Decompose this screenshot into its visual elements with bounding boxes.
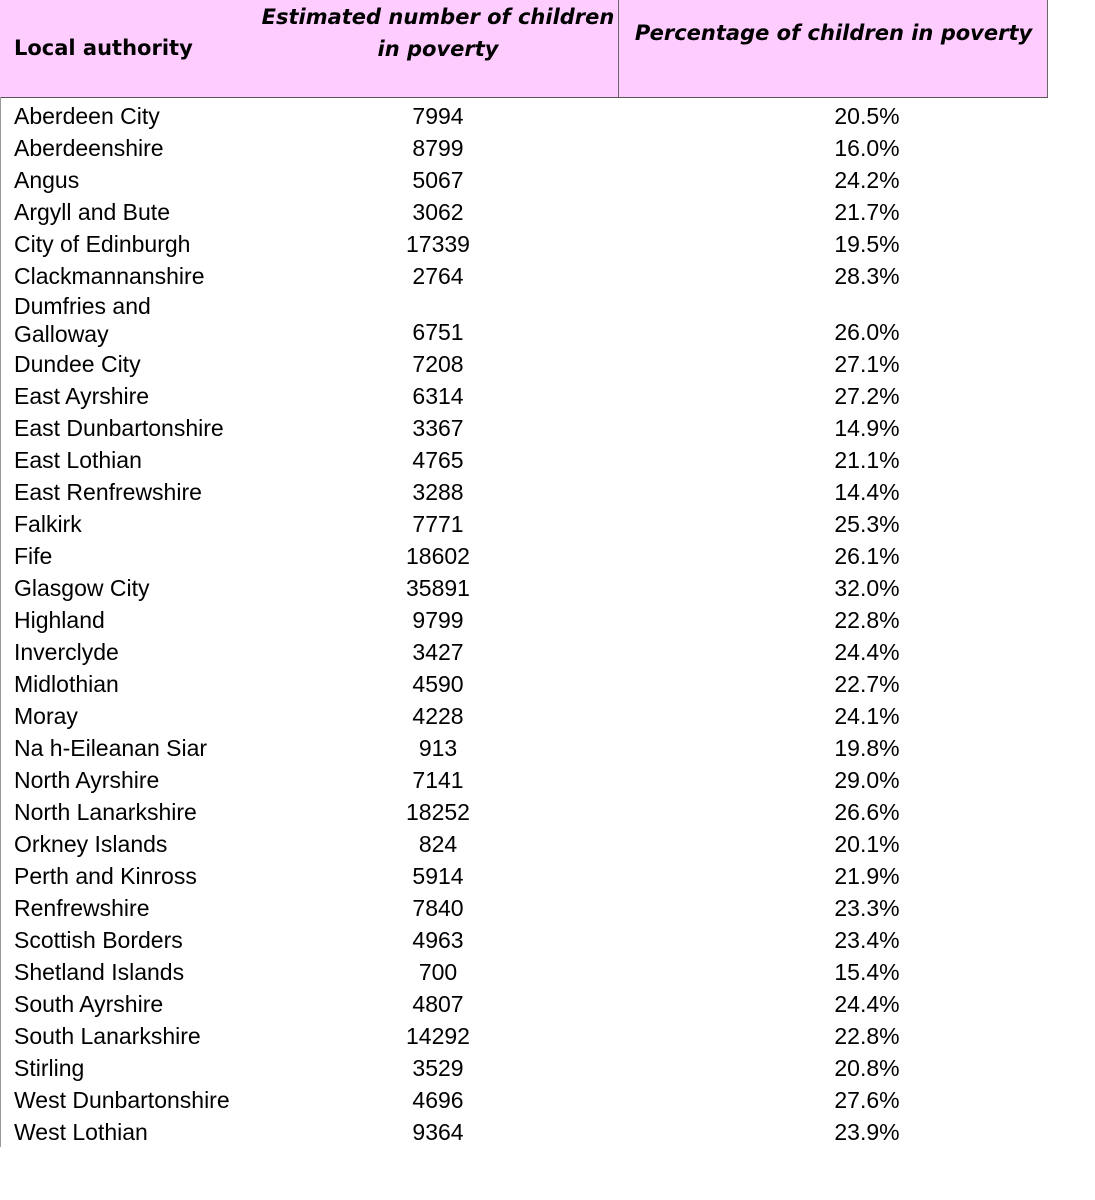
table-row xyxy=(0,860,1048,892)
table-row xyxy=(0,924,1048,956)
poverty-percentage: 24.4% xyxy=(834,991,900,1017)
authority-name: Clackmannanshire xyxy=(14,263,205,289)
table-row xyxy=(0,196,1048,228)
authority-name: Aberdeen City xyxy=(14,103,160,129)
authority-name: East Dunbartonshire xyxy=(14,415,224,441)
header-estimated-line2: in poverty xyxy=(377,37,499,61)
table-row xyxy=(0,476,1048,508)
poverty-percentage: 23.9% xyxy=(834,1119,900,1145)
table-row xyxy=(0,540,1048,572)
poverty-percentage: 24.4% xyxy=(834,639,900,665)
table-row xyxy=(0,132,1048,164)
table-row xyxy=(0,1084,1048,1116)
authority-name: City of Edinburgh xyxy=(14,231,191,257)
children-count: 9799 xyxy=(412,607,464,633)
table-row xyxy=(0,1116,1048,1148)
poverty-percentage: 23.4% xyxy=(834,927,900,953)
authority-name: North Lanarkshire xyxy=(14,799,197,825)
children-count: 824 xyxy=(418,831,458,857)
children-count: 3288 xyxy=(412,479,464,505)
header-divider xyxy=(618,0,619,97)
poverty-percentage: 21.9% xyxy=(834,863,900,889)
authority-name: Aberdeenshire xyxy=(14,135,164,161)
poverty-percentage: 15.4% xyxy=(834,959,900,985)
children-count: 9364 xyxy=(412,1119,464,1145)
table-row xyxy=(0,164,1048,196)
authority-name: South Ayrshire xyxy=(14,991,164,1017)
authority-name: Stirling xyxy=(14,1055,85,1081)
header-right-border xyxy=(1047,0,1048,97)
table-row xyxy=(0,508,1048,540)
authority-name: Na h-Eileanan Siar xyxy=(14,735,208,761)
table-row xyxy=(0,100,1048,132)
table-row xyxy=(0,1052,1048,1084)
table-row xyxy=(0,828,1048,860)
children-count: 14292 xyxy=(406,1023,470,1049)
poverty-percentage: 27.2% xyxy=(834,383,900,409)
table-row xyxy=(0,260,1048,292)
children-count: 18602 xyxy=(406,543,470,569)
authority-name: Moray xyxy=(14,703,78,729)
poverty-percentage: 19.5% xyxy=(834,231,900,257)
children-count: 4765 xyxy=(412,447,464,473)
authority-name: North Ayrshire xyxy=(14,767,160,793)
children-count: 6314 xyxy=(412,383,464,409)
authority-name: Shetland Islands xyxy=(14,959,185,985)
children-count: 913 xyxy=(418,735,458,761)
poverty-percentage: 24.1% xyxy=(834,703,900,729)
children-count: 7208 xyxy=(412,351,464,377)
authority-name: East Lothian xyxy=(14,447,142,473)
children-count: 5914 xyxy=(412,863,464,889)
header-local-authority: Local authority xyxy=(14,36,193,60)
table-row xyxy=(0,796,1048,828)
poverty-percentage: 21.1% xyxy=(834,447,900,473)
poverty-percentage: 26.6% xyxy=(834,799,900,825)
table-row xyxy=(0,764,1048,796)
children-count: 700 xyxy=(418,959,458,985)
poverty-percentage: 20.1% xyxy=(834,831,900,857)
poverty-percentage: 28.3% xyxy=(834,263,900,289)
table-row xyxy=(0,988,1048,1020)
children-count: 4696 xyxy=(412,1087,464,1113)
children-count: 17339 xyxy=(406,231,470,257)
table-body xyxy=(0,100,1048,1148)
poverty-percentage: 20.5% xyxy=(834,103,900,129)
table-row xyxy=(0,636,1048,668)
table-row xyxy=(0,892,1048,924)
header-estimated-children xyxy=(258,0,618,98)
children-count: 8799 xyxy=(412,135,464,161)
children-count: 3529 xyxy=(412,1055,464,1081)
header-estimated-line1: Estimated number of children xyxy=(261,5,615,29)
poverty-percentage: 20.8% xyxy=(834,1055,900,1081)
authority-name: Angus xyxy=(14,167,80,193)
authority-name: Midlothian xyxy=(14,671,119,697)
authority-name: Renfrewshire xyxy=(14,895,150,921)
children-count: 7141 xyxy=(412,767,464,793)
children-count: 7840 xyxy=(412,895,464,921)
authority-name: Dumfries and Galloway xyxy=(14,293,151,347)
table-row xyxy=(0,700,1048,732)
children-count: 18252 xyxy=(406,799,470,825)
poverty-percentage: 32.0% xyxy=(834,575,900,601)
table-row xyxy=(0,1020,1048,1052)
poverty-percentage: 22.8% xyxy=(834,1023,900,1049)
children-count: 4963 xyxy=(412,927,464,953)
poverty-percentage: 22.7% xyxy=(834,671,900,697)
authority-name: Argyll and Bute xyxy=(14,199,170,225)
children-count: 4228 xyxy=(412,703,464,729)
poverty-percentage: 26.1% xyxy=(834,543,900,569)
poverty-percentage: 25.3% xyxy=(834,511,900,537)
table-row xyxy=(0,412,1048,444)
table-row xyxy=(0,444,1048,476)
table-row xyxy=(0,380,1048,412)
table-row xyxy=(0,572,1048,604)
children-count: 5067 xyxy=(412,167,464,193)
poverty-percentage: 16.0% xyxy=(834,135,900,161)
table-row xyxy=(0,956,1048,988)
authority-name: Fife xyxy=(14,543,53,569)
poverty-percentage: 27.1% xyxy=(834,351,900,377)
children-count: 4807 xyxy=(412,991,464,1017)
authority-name: Highland xyxy=(14,607,105,633)
children-count: 6751 xyxy=(412,319,464,345)
children-count: 3367 xyxy=(412,415,464,441)
authority-name: Falkirk xyxy=(14,511,82,537)
children-count: 3427 xyxy=(412,639,464,665)
authority-name: Dundee City xyxy=(14,351,141,377)
authority-name: Perth and Kinross xyxy=(14,863,197,889)
children-count: 7994 xyxy=(412,103,464,129)
poverty-percentage: 22.8% xyxy=(834,607,900,633)
table-row xyxy=(0,228,1048,260)
table-row xyxy=(0,348,1048,380)
authority-name: Scottish Borders xyxy=(14,927,183,953)
children-count: 7771 xyxy=(412,511,464,537)
table-row xyxy=(0,668,1048,700)
header-percentage: Percentage of children in poverty xyxy=(634,21,1033,45)
authority-name: West Lothian xyxy=(14,1119,148,1145)
children-count: 4590 xyxy=(412,671,464,697)
poverty-percentage: 23.3% xyxy=(834,895,900,921)
authority-name: South Lanarkshire xyxy=(14,1023,201,1049)
table-row xyxy=(0,732,1048,764)
poverty-percentage: 24.2% xyxy=(834,167,900,193)
children-count: 2764 xyxy=(412,263,464,289)
table-row xyxy=(0,604,1048,636)
authority-name: Glasgow City xyxy=(14,575,150,601)
children-count: 3062 xyxy=(412,199,464,225)
table-header xyxy=(0,0,1048,98)
authority-name: East Renfrewshire xyxy=(14,479,202,505)
authority-name: West Dunbartonshire xyxy=(14,1087,230,1113)
poverty-percentage: 27.6% xyxy=(834,1087,900,1113)
children-count: 35891 xyxy=(406,575,470,601)
poverty-percentage: 14.9% xyxy=(834,415,900,441)
poverty-percentage: 19.8% xyxy=(834,735,900,761)
poverty-percentage: 14.4% xyxy=(834,479,900,505)
poverty-percentage: 21.7% xyxy=(834,199,900,225)
authority-name: East Ayrshire xyxy=(14,383,150,409)
authority-name: Inverclyde xyxy=(14,639,119,665)
table-row xyxy=(0,292,1048,348)
poverty-percentage: 29.0% xyxy=(834,767,900,793)
authority-name: Orkney Islands xyxy=(14,831,168,857)
poverty-percentage: 26.0% xyxy=(834,319,900,345)
